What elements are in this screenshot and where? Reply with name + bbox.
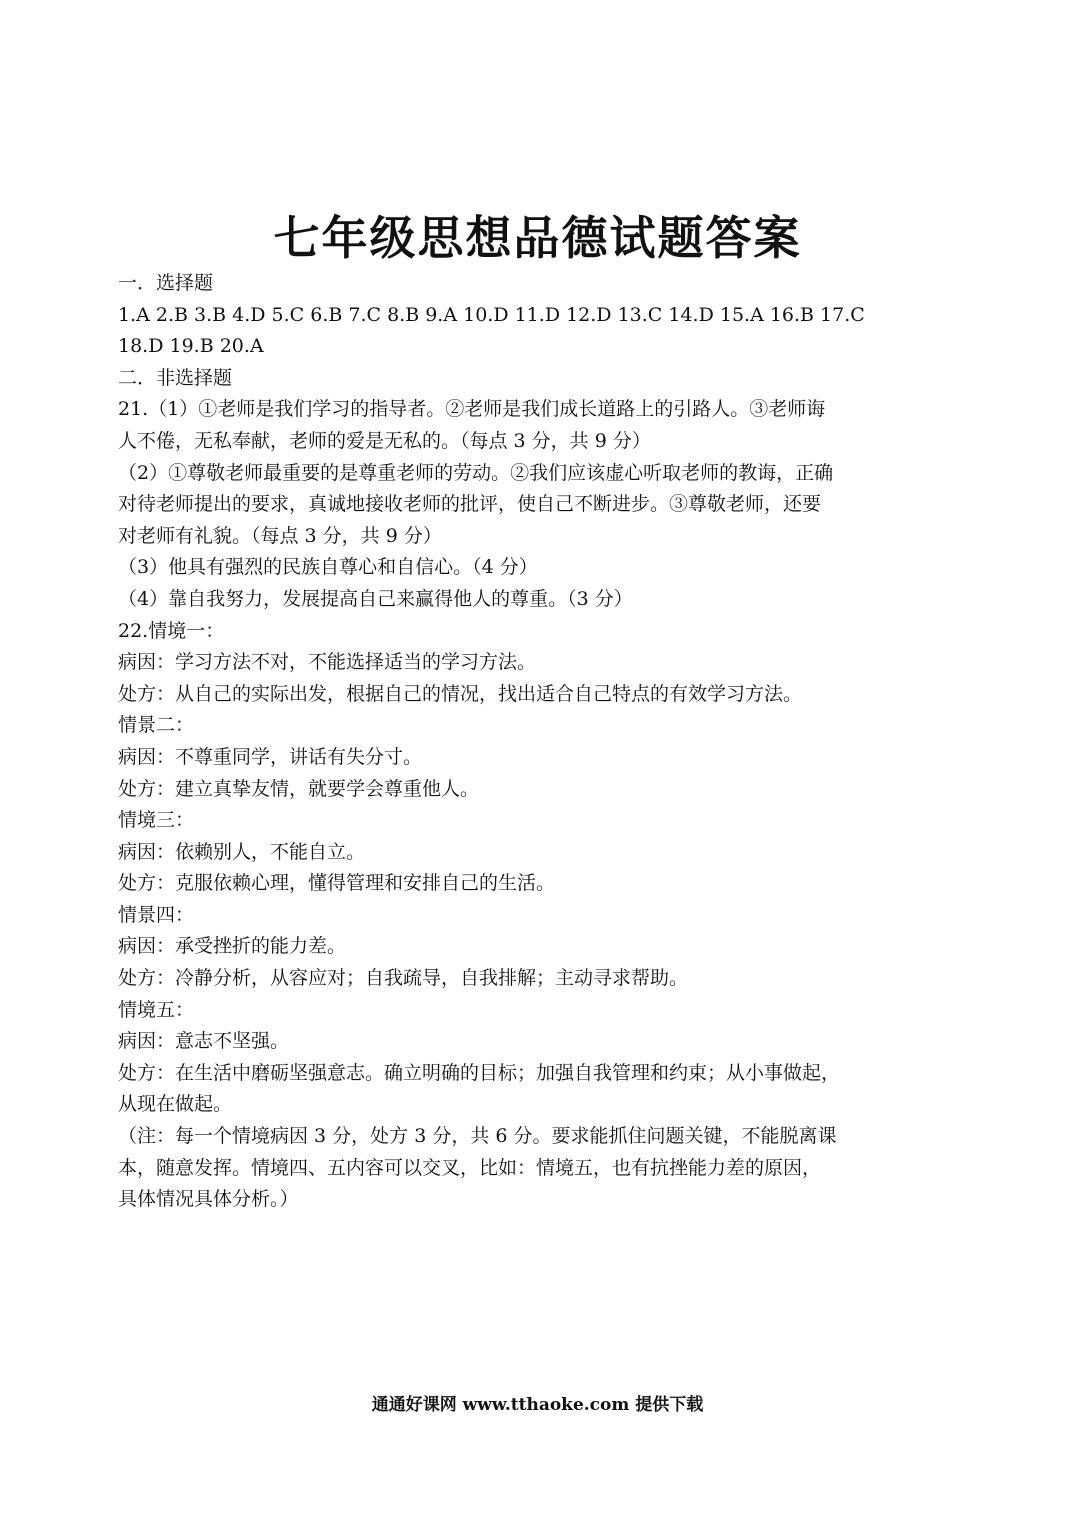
text-line: 病因：学习方法不对，不能选择适当的学习方法。 <box>118 651 537 674</box>
text-line: 情景四： <box>118 903 195 926</box>
text-line: 情境五： <box>118 998 195 1021</box>
section-heading-nonchoice: 二．非选择题 <box>118 366 233 389</box>
text-line: 对待老师提出的要求，真诚地接收老师的批评，使自己不断进步。③尊敬老师，还要 <box>118 493 822 516</box>
choice-answers-line-2: 18.D 19.B 20.A <box>118 335 264 358</box>
text-line: 本，随意发挥。情境四、五内容可以交叉，比如：情境五，也有抗挫能力差的原因， <box>118 1156 822 1179</box>
text-line: 病因：承受挫折的能力差。 <box>118 935 347 958</box>
answer-content <box>118 268 938 1216</box>
text-line: 情境三： <box>118 809 195 832</box>
section-heading-choice: 一．选择题 <box>118 272 214 294</box>
text-line: 病因：依赖别人，不能自立。 <box>118 840 366 863</box>
text-line: （3）他具有强烈的民族自尊心和自信心。（4 分） <box>118 556 538 579</box>
text-line: 人不倦，无私奉献，老师的爱是无私的。（每点 3 分，共 9 分） <box>118 429 651 452</box>
text-line: （2）①尊敬老师最重要的是尊重老师的劳动。②我们应该虚心听取老师的教诲，正确 <box>118 461 834 484</box>
text-line: （注：每一个情境病因 3 分，处方 3 分，共 6 分。要求能抓住问题关键，不能脱离课 <box>118 1125 837 1148</box>
text-line: 处方：从自己的实际出发，根据自己的情况，找出适合自己特点的有效学习方法。 <box>118 682 803 705</box>
text-line: 从现在做起。 <box>118 1093 233 1116</box>
text-line: 情景二： <box>118 714 195 737</box>
text-line: 处方：建立真挚友情，就要学会尊重他人。 <box>118 777 480 800</box>
footer-source: 通通好课网 www.tthaoke.com 提供下载 <box>371 1395 704 1415</box>
text-line: 病因：意志不坚强。 <box>118 1030 290 1053</box>
text-line: 处方：冷静分析，从容应对；自我疏导，自我排解；主动寻求帮助。 <box>118 967 689 990</box>
text-line: 21.（1）①老师是我们学习的指导者。②老师是我们成长道路上的引路人。③老师诲 <box>118 398 826 421</box>
text-line: 处方：在生活中磨砺坚强意志。确立明确的目标；加强自我管理和约束；从小事做起， <box>118 1061 841 1084</box>
page-title: 七年级思想品德试题答案 <box>273 211 802 265</box>
text-line: 处方：克服依赖心理，懂得管理和安排自己的生活。 <box>118 872 556 895</box>
text-line: （4）靠自我努力，发展提高自己来赢得他人的尊重。（3 分） <box>118 587 633 610</box>
text-line: 对老师有礼貌。（每点 3 分，共 9 分） <box>118 524 442 547</box>
text-line: 22.情境一： <box>118 619 225 642</box>
text-line: 病因：不尊重同学，讲话有失分寸。 <box>118 745 423 768</box>
text-line: 具体情况具体分析。） <box>118 1188 299 1211</box>
choice-answers-line-1: 1.A 2.B 3.B 4.D 5.C 6.B 7.C 8.B 9.A 10.D 11.D 12.D 13.C 14.D 15.A 16.B 17.C <box>118 303 865 326</box>
